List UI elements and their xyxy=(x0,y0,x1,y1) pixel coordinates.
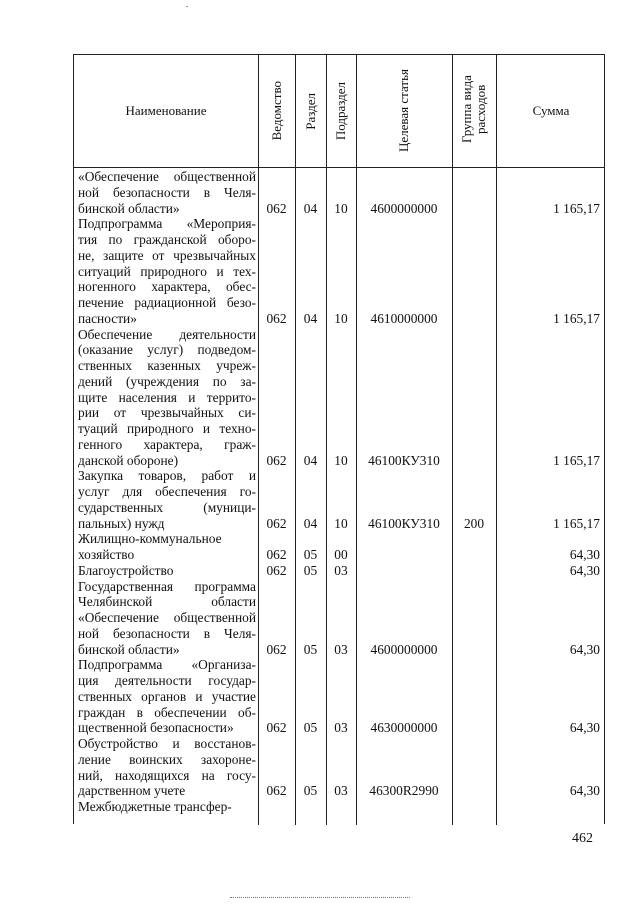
row-name-line: Закупка товаров, работ и xyxy=(78,468,256,484)
table-row xyxy=(74,327,606,469)
scan-mark xyxy=(186,6,188,7)
row-name-line: Обеспечение деятельности xyxy=(78,326,256,342)
row-vedomstvo: 062 xyxy=(266,547,287,562)
table-row xyxy=(74,563,606,579)
row-target: 4630000000 xyxy=(370,720,438,736)
row-vedomstvo: 062 xyxy=(266,310,287,326)
header-name-label: Наименование xyxy=(125,103,207,118)
row-name-line: щественной безопасности» xyxy=(78,720,234,736)
row-podrazdel: 10 xyxy=(334,200,348,216)
row-name-line: сударственных (муници- xyxy=(78,499,256,515)
row-vedomstvo: 062 xyxy=(266,562,287,578)
row-podrazdel: 03 xyxy=(334,720,348,736)
row-name-line: ция деятельности государ- xyxy=(78,673,256,688)
row-razdel: 04 xyxy=(303,452,318,468)
row-name-line: рии от чрезвычайных си- xyxy=(78,405,256,421)
row-name-line: бинской области» xyxy=(78,641,180,657)
budget-table xyxy=(73,54,605,824)
table-row xyxy=(74,531,606,563)
row-name-line: Подпрограмма «Мероприя- xyxy=(78,216,256,232)
row-name-line: пасности» xyxy=(78,310,137,326)
row-vedomstvo: 062 xyxy=(266,783,287,799)
row-name-line: хозяйство xyxy=(78,547,135,562)
header-group xyxy=(452,55,496,167)
row-sum: 64,30 xyxy=(569,641,600,657)
row-name xyxy=(78,327,256,469)
row-razdel: 05 xyxy=(303,547,318,562)
row-podrazdel: 03 xyxy=(334,641,348,657)
header-vedomstvo xyxy=(258,55,295,167)
row-name xyxy=(78,468,256,531)
row-sum: 1 165,17 xyxy=(553,452,600,468)
row-name-line: ной безопасности в Челя- xyxy=(78,184,256,200)
header-sum xyxy=(496,55,606,167)
row-razdel: 05 xyxy=(303,641,318,657)
row-name xyxy=(78,579,256,658)
row-podrazdel: 03 xyxy=(334,783,348,799)
row-sum: 1 165,17 xyxy=(553,310,600,326)
row-name-line: Челябинской области xyxy=(78,594,256,610)
row-name-line: услуг для обеспечения го- xyxy=(78,484,256,499)
row-name-line: генного характера, граж- xyxy=(78,436,256,452)
row-target: 4600000000 xyxy=(370,200,438,216)
row-name-line: ственных казенных учреж- xyxy=(78,358,256,373)
row-name-line: Подпрограмма «Организа- xyxy=(78,657,256,673)
row-name xyxy=(78,563,256,579)
row-podrazdel: 00 xyxy=(334,547,348,562)
row-name-line: бинской области» xyxy=(78,200,180,216)
row-name-line: дарственном учете xyxy=(78,783,186,799)
row-razdel: 05 xyxy=(303,720,318,736)
row-target: 46100КУ310 xyxy=(368,452,440,468)
row-sum: 1 165,17 xyxy=(553,515,600,531)
header-razdel-label: Раздел xyxy=(302,92,318,130)
row-name xyxy=(78,531,256,563)
table-row xyxy=(74,169,606,216)
row-name-line: не, защите от чрезвычайных xyxy=(78,247,256,263)
row-name xyxy=(78,216,256,326)
table-row xyxy=(74,736,606,799)
row-name-line: (оказание услуг) подведом- xyxy=(78,342,256,358)
table-row xyxy=(74,216,606,326)
table-row xyxy=(74,579,606,658)
row-podrazdel: 10 xyxy=(334,452,348,468)
row-name-line: печение радиационной безо- xyxy=(78,295,256,310)
row-sum: 64,30 xyxy=(569,562,600,578)
row-sum: 64,30 xyxy=(569,547,600,562)
row-vedomstvo: 062 xyxy=(266,641,287,657)
table-row xyxy=(74,657,606,736)
row-name-line: ний, находящихся на госу- xyxy=(78,767,256,783)
row-name-line: ление воинских захороне- xyxy=(78,751,256,767)
row-podrazdel: 10 xyxy=(334,310,348,326)
row-name xyxy=(78,736,256,799)
row-name xyxy=(78,169,256,216)
page-number: 462 xyxy=(572,831,593,846)
row-name-line: Благоустройство xyxy=(78,562,174,578)
row-name-line: ногенного характера, обес- xyxy=(78,279,256,295)
row-razdel: 04 xyxy=(303,200,318,216)
row-name-line: пальных) нужд xyxy=(78,515,165,531)
header-group-label: Группа вида расходов xyxy=(459,75,488,143)
row-name-line: туаций природного и техно- xyxy=(78,421,256,436)
row-name-line: «Обеспечение общественной xyxy=(78,169,256,184)
row-name-line: данской обороне) xyxy=(78,452,179,468)
row-name-line: «Обеспечение общественной xyxy=(78,610,256,625)
row-vedomstvo: 062 xyxy=(266,200,287,216)
row-target: 46100КУ310 xyxy=(368,515,440,531)
row-name xyxy=(78,799,256,815)
row-name-line: Жилищно-коммунальное xyxy=(78,531,222,547)
row-razdel: 04 xyxy=(303,515,318,531)
header-name xyxy=(74,55,258,167)
row-name-line: Межбюджетные трансфер- xyxy=(78,799,232,814)
row-razdel: 05 xyxy=(303,783,318,799)
header-razdel xyxy=(295,55,326,167)
row-name-line: ситуаций природного и тех- xyxy=(78,263,256,279)
header-vedomstvo-label: Ведомство xyxy=(268,81,284,141)
row-target: 4600000000 xyxy=(370,641,438,657)
row-name-line: тия по гражданской оборо- xyxy=(78,232,256,247)
row-sum: 1 165,17 xyxy=(553,200,600,216)
header-target xyxy=(356,55,452,167)
row-name-line: Государственная программа xyxy=(78,578,256,594)
row-vedomstvo: 062 xyxy=(266,452,287,468)
row-podrazdel: 03 xyxy=(334,562,348,578)
row-name xyxy=(78,657,256,736)
row-vedomstvo: 062 xyxy=(266,515,287,531)
row-podrazdel: 10 xyxy=(334,515,348,531)
row-name-line: граждан в обеспечении об- xyxy=(78,704,256,720)
row-sum: 64,30 xyxy=(569,720,600,736)
row-target: 46300R2990 xyxy=(369,783,439,799)
row-target: 4610000000 xyxy=(370,310,438,326)
row-razdel: 05 xyxy=(303,562,318,578)
row-sum: 64,30 xyxy=(569,783,600,799)
header-sum-label: Сумма xyxy=(532,103,570,118)
table-row xyxy=(74,799,606,815)
row-name-line: ственных органов и участие xyxy=(78,688,256,704)
table-row xyxy=(74,468,606,531)
scan-smudge xyxy=(230,897,410,899)
row-name-line: ной безопасности в Челя- xyxy=(78,625,256,641)
row-group: 200 xyxy=(463,515,485,531)
row-name-line: Обустройство и восстанов- xyxy=(78,736,256,751)
row-name-line: щите населения и террито- xyxy=(78,389,256,405)
header-podrazdel-label: Подраздел xyxy=(333,81,348,141)
header-target-label: Целевая статья xyxy=(396,69,411,153)
row-name-line: дений (учреждения по за- xyxy=(78,373,256,389)
row-razdel: 04 xyxy=(303,310,318,326)
row-vedomstvo: 062 xyxy=(266,720,287,736)
header-podrazdel xyxy=(326,55,356,167)
